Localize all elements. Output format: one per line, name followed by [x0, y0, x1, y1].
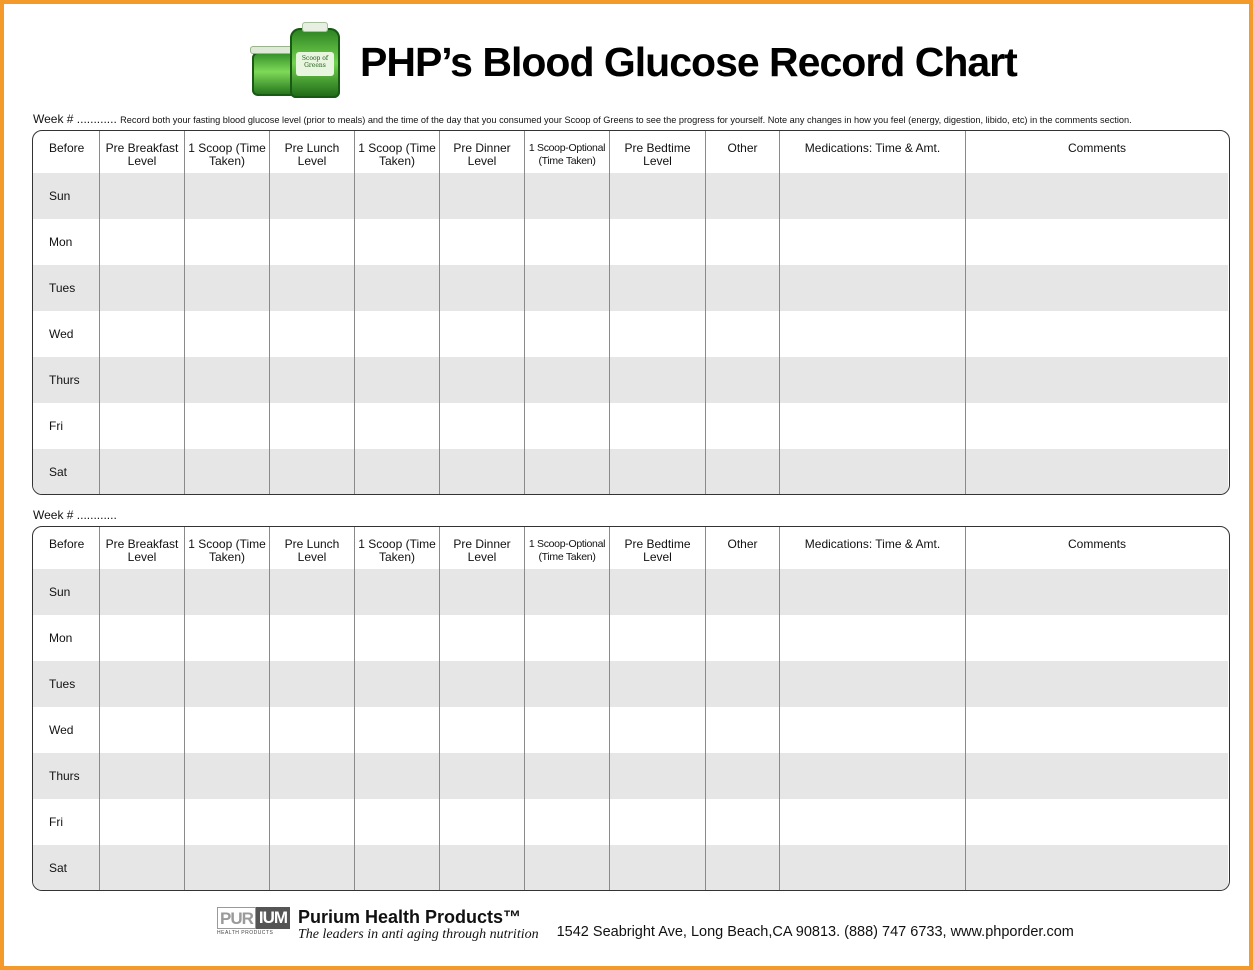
entry-cell[interactable]: [966, 707, 1228, 753]
entry-cell[interactable]: [525, 219, 610, 265]
entry-cell[interactable]: [355, 219, 440, 265]
entry-cell[interactable]: [706, 311, 780, 357]
entry-cell[interactable]: [100, 753, 185, 799]
company-address: 1542 Seabright Ave, Long Beach,CA 90813. (888) 747 6733, www.phporder.com: [556, 924, 1074, 940]
entry-cell[interactable]: [525, 265, 610, 311]
entry-cell[interactable]: [610, 403, 706, 449]
column-header: Comments: [1067, 537, 1126, 551]
entry-cell[interactable]: [440, 569, 525, 615]
company-block: [298, 907, 539, 943]
column-header: Pre Bedtime Level: [610, 527, 706, 569]
day-label: Fri: [33, 403, 100, 449]
logo-mark: [217, 907, 292, 929]
column-header: Pre Dinner Level: [440, 527, 525, 569]
entry-cell[interactable]: [270, 403, 355, 449]
entry-cell[interactable]: [440, 173, 525, 219]
company-tagline: The leaders in anti aging through nutrition: [298, 927, 539, 942]
scoop-of-greens-product-icon: [252, 26, 344, 98]
entry-cell[interactable]: [355, 661, 440, 707]
logo-right: IUM: [256, 907, 290, 929]
entry-cell[interactable]: [270, 357, 355, 403]
day-label: Thurs: [33, 357, 100, 403]
entry-cell[interactable]: [525, 615, 610, 661]
purium-logo-icon: [217, 907, 292, 939]
entry-cell[interactable]: [270, 449, 355, 495]
entry-cell[interactable]: [966, 845, 1228, 891]
entry-cell[interactable]: [525, 845, 610, 891]
entry-cell[interactable]: [610, 753, 706, 799]
entry-cell[interactable]: [355, 403, 440, 449]
entry-cell[interactable]: [966, 753, 1228, 799]
page-header: [252, 26, 1017, 98]
entry-cell[interactable]: [440, 449, 525, 495]
entry-cell[interactable]: [100, 219, 185, 265]
entry-cell[interactable]: [355, 449, 440, 495]
entry-cell[interactable]: [185, 569, 270, 615]
entry-cell[interactable]: [355, 707, 440, 753]
entry-cell[interactable]: [780, 707, 966, 753]
entry-cell[interactable]: [270, 661, 355, 707]
entry-cell[interactable]: [185, 661, 270, 707]
entry-cell[interactable]: [525, 661, 610, 707]
column-header: Pre Bedtime Level: [610, 131, 706, 173]
entry-cell[interactable]: [610, 311, 706, 357]
entry-cell[interactable]: [706, 569, 780, 615]
day-label: Sun: [33, 569, 100, 615]
entry-cell[interactable]: [525, 403, 610, 449]
column-header: Other: [706, 527, 780, 569]
entry-cell[interactable]: [440, 753, 525, 799]
entry-cell[interactable]: [185, 265, 270, 311]
entry-cell[interactable]: [966, 219, 1228, 265]
entry-cell[interactable]: [610, 707, 706, 753]
entry-cell[interactable]: [780, 311, 966, 357]
entry-cell[interactable]: [355, 799, 440, 845]
day-label: Wed: [33, 707, 100, 753]
entry-cell[interactable]: [100, 449, 185, 495]
entry-cell[interactable]: [100, 845, 185, 891]
day-label: Sun: [33, 173, 100, 219]
entry-cell[interactable]: [780, 799, 966, 845]
entry-cell[interactable]: [185, 449, 270, 495]
entry-cell[interactable]: [610, 615, 706, 661]
entry-cell[interactable]: [185, 219, 270, 265]
entry-cell[interactable]: [440, 403, 525, 449]
entry-cell[interactable]: [610, 449, 706, 495]
column-header: 1 Scoop (Time Taken): [185, 131, 270, 173]
logo-subtitle: HEALTH PRODUCTS: [217, 930, 274, 936]
entry-cell[interactable]: [185, 403, 270, 449]
entry-cell[interactable]: [706, 265, 780, 311]
entry-cell[interactable]: [355, 845, 440, 891]
entry-cell[interactable]: [440, 661, 525, 707]
entry-cell[interactable]: [270, 311, 355, 357]
entry-cell[interactable]: [440, 615, 525, 661]
entry-cell[interactable]: [440, 219, 525, 265]
entry-cell[interactable]: [440, 845, 525, 891]
entry-cell[interactable]: [270, 265, 355, 311]
day-label: Sat: [33, 449, 100, 495]
column-header: Pre Breakfast Level: [100, 527, 185, 569]
entry-cell[interactable]: [610, 661, 706, 707]
entry-cell[interactable]: [780, 403, 966, 449]
week-2-line: [33, 508, 117, 522]
entry-cell[interactable]: [610, 173, 706, 219]
column-header: Comments: [1067, 141, 1126, 155]
entry-cell[interactable]: [966, 661, 1228, 707]
entry-cell[interactable]: [966, 173, 1228, 219]
column-header: Pre Lunch Level: [270, 131, 355, 173]
entry-cell[interactable]: [780, 173, 966, 219]
company-name: Purium Health Products™: [298, 907, 522, 927]
entry-cell[interactable]: [185, 845, 270, 891]
day-label: Tues: [33, 661, 100, 707]
entry-cell[interactable]: [706, 219, 780, 265]
entry-cell[interactable]: [610, 357, 706, 403]
product-label: Scoop of Greens: [296, 52, 334, 76]
entry-cell[interactable]: [100, 403, 185, 449]
entry-cell[interactable]: [706, 799, 780, 845]
entry-cell[interactable]: [270, 219, 355, 265]
entry-cell[interactable]: [355, 569, 440, 615]
entry-cell[interactable]: [100, 311, 185, 357]
column-header: Pre Dinner Level: [440, 131, 525, 173]
logo-left: PUR: [217, 907, 256, 929]
entry-cell[interactable]: [355, 173, 440, 219]
entry-cell[interactable]: [780, 661, 966, 707]
day-label: Wed: [33, 311, 100, 357]
entry-cell[interactable]: [525, 707, 610, 753]
entry-cell[interactable]: [185, 357, 270, 403]
bottle-icon: [290, 28, 340, 98]
entry-cell[interactable]: [966, 265, 1228, 311]
day-label: Sat: [33, 845, 100, 891]
entry-cell[interactable]: [185, 799, 270, 845]
entry-cell[interactable]: [525, 357, 610, 403]
entry-cell[interactable]: [525, 799, 610, 845]
day-label: Tues: [33, 265, 100, 311]
entry-cell[interactable]: [270, 845, 355, 891]
entry-cell[interactable]: [706, 845, 780, 891]
column-header: 1 Scoop-Optional (Time Taken): [525, 131, 610, 173]
entry-cell[interactable]: [610, 569, 706, 615]
entry-cell[interactable]: [780, 753, 966, 799]
column-header: Pre Breakfast Level: [100, 131, 185, 173]
entry-cell[interactable]: [185, 707, 270, 753]
entry-cell[interactable]: [440, 707, 525, 753]
entry-cell[interactable]: [966, 569, 1228, 615]
entry-cell[interactable]: [966, 449, 1228, 495]
column-header: Pre Lunch Level: [270, 527, 355, 569]
week-1-line: [33, 112, 1132, 126]
entry-cell[interactable]: [355, 753, 440, 799]
entry-cell[interactable]: [270, 799, 355, 845]
entry-cell[interactable]: [270, 173, 355, 219]
entry-cell[interactable]: [706, 615, 780, 661]
entry-cell[interactable]: [270, 569, 355, 615]
entry-cell[interactable]: [270, 615, 355, 661]
entry-cell[interactable]: [780, 265, 966, 311]
entry-cell[interactable]: [100, 707, 185, 753]
column-header: 1 Scoop (Time Taken): [355, 131, 440, 173]
entry-cell[interactable]: [100, 615, 185, 661]
entry-cell[interactable]: [706, 753, 780, 799]
week-2-grid: [33, 527, 1229, 890]
entry-cell[interactable]: [355, 265, 440, 311]
entry-cell[interactable]: [440, 799, 525, 845]
entry-cell[interactable]: [780, 219, 966, 265]
entry-cell[interactable]: [610, 219, 706, 265]
entry-cell[interactable]: [355, 357, 440, 403]
entry-cell[interactable]: [355, 615, 440, 661]
entry-cell[interactable]: [525, 449, 610, 495]
entry-cell[interactable]: [610, 845, 706, 891]
entry-cell[interactable]: [100, 569, 185, 615]
entry-cell[interactable]: [100, 357, 185, 403]
week-1-label[interactable]: Week # ............: [33, 112, 121, 126]
entry-cell[interactable]: [185, 615, 270, 661]
entry-cell[interactable]: [185, 311, 270, 357]
entry-cell[interactable]: [525, 753, 610, 799]
column-header: 1 Scoop (Time Taken): [355, 527, 440, 569]
entry-cell[interactable]: [440, 357, 525, 403]
entry-cell[interactable]: [966, 799, 1228, 845]
day-label: Fri: [33, 799, 100, 845]
entry-cell[interactable]: [270, 707, 355, 753]
entry-cell[interactable]: [185, 753, 270, 799]
week-1-grid: [33, 131, 1229, 494]
day-label: Mon: [33, 219, 100, 265]
entry-cell[interactable]: [780, 449, 966, 495]
entry-cell[interactable]: [525, 311, 610, 357]
entry-cell[interactable]: [966, 357, 1228, 403]
entry-cell[interactable]: [185, 173, 270, 219]
column-header: Before: [33, 527, 100, 569]
entry-cell[interactable]: [525, 569, 610, 615]
day-label: Thurs: [33, 753, 100, 799]
entry-cell[interactable]: [966, 311, 1228, 357]
entry-cell[interactable]: [706, 357, 780, 403]
page-title: PHP’s Blood Glucose Record Chart: [360, 38, 1017, 85]
entry-cell[interactable]: [100, 265, 185, 311]
entry-cell[interactable]: [610, 799, 706, 845]
column-header: Medications: Time & Amt.: [780, 527, 966, 569]
entry-cell[interactable]: [706, 707, 780, 753]
day-label: Mon: [33, 615, 100, 661]
entry-cell[interactable]: [780, 845, 966, 891]
page-footer: [217, 907, 1074, 943]
week-2-table: [32, 526, 1230, 891]
entry-cell[interactable]: [780, 569, 966, 615]
column-header: 1 Scoop-Optional (Time Taken): [525, 527, 610, 569]
entry-cell[interactable]: [525, 173, 610, 219]
entry-cell[interactable]: [100, 799, 185, 845]
entry-cell[interactable]: [706, 403, 780, 449]
column-header: Before: [33, 131, 100, 173]
entry-cell[interactable]: [270, 753, 355, 799]
week-2-label[interactable]: Week # ............: [33, 508, 117, 522]
entry-cell[interactable]: [706, 661, 780, 707]
entry-cell[interactable]: [440, 311, 525, 357]
entry-cell[interactable]: [440, 265, 525, 311]
entry-cell[interactable]: [706, 173, 780, 219]
entry-cell[interactable]: [610, 265, 706, 311]
week-1-table: [32, 130, 1230, 495]
entry-cell[interactable]: [966, 403, 1228, 449]
entry-cell[interactable]: [780, 615, 966, 661]
entry-cell[interactable]: [706, 449, 780, 495]
column-header: Other: [706, 131, 780, 173]
entry-cell[interactable]: [966, 615, 1228, 661]
entry-cell[interactable]: [100, 661, 185, 707]
column-header: 1 Scoop (Time Taken): [185, 527, 270, 569]
entry-cell[interactable]: [780, 357, 966, 403]
entry-cell[interactable]: [355, 311, 440, 357]
entry-cell[interactable]: [100, 173, 185, 219]
instructions-text: Record both your fasting blood glucose level (prior to meals) and the time of the day that you consumed your Scoop of Greens to see the progress for yourself. Note any changes in how you feel (energy, digestion, libido, etc) in the comments section.: [120, 115, 1132, 125]
column-header: Medications: Time & Amt.: [780, 131, 966, 173]
